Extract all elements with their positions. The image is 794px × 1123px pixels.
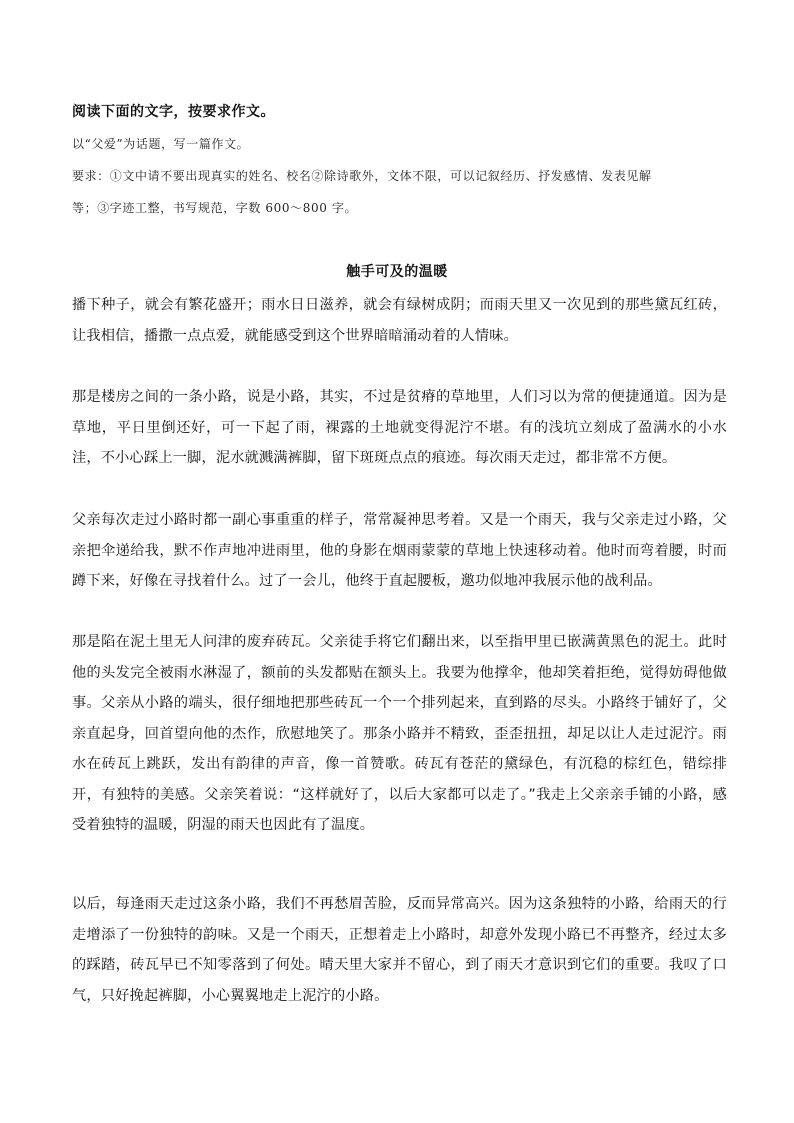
instruction-requirements-line2: 等；③字迹工整，书写规范，字数 600～800 字。 xyxy=(72,201,358,215)
essay-paragraph-3: 父亲每次走过小路时都一副心事重重的样子，常常凝神思考着。又是一个雨天，我与父亲走过小路，父亲把伞递给我，默不作声地冲进雨里，他的身影在烟雨蒙蒙的草地上快速移动着。他时而弯着腰，时而蹲下来，好像在寻找着什么。过了一会儿，他终于直起腰板，邀功似地冲我展示他的战利品。 xyxy=(72,512,727,589)
essay-paragraph-2: 那是楼房之间的一条小路，说是小路，其实，不过是贫瘠的草地里，人们习以为常的便捷通道。因为是草地，平日里倒还好，可一下起了雨，裸露的土地就变得泥泞不堪。有的浅坑立刻成了盈满水的小水洼，不小心踩上一脚，泥水就溅满裤脚，留下斑斑点点的痕迹。每次雨天走过，都非常不方便。 xyxy=(72,389,727,466)
essay-paragraph-5: 以后，每逢雨天走过这条小路，我们不再愁眉苦脸，反而异常高兴。因为这条独特的小路，给雨天的行走增添了一份独特的韵味。又是一个雨天，正想着走上小路时，却意外发现小路已不再整齐，经过太多的踩踏，砖瓦早已不知零落到了何处。晴天里大家并不留心，到了雨天才意识到它们的重要。我叹了口气，只好挽起裤脚，小心翼翼地走上泥泞的小路。 xyxy=(72,896,727,1004)
essay-paragraph-1: 播下种子，就会有繁花盛开；雨水日日滋养，就会有绿树成阴；而雨天里又一次见到的那些黛瓦红砖，让我相信，播撒一点点爱，就能感受到这个世界暗暗涌动着的人情味。 xyxy=(72,297,727,344)
instruction-prompt: 以“父爱”为话题，写一篇作文。 xyxy=(72,137,250,151)
essay-paragraph-4: 那是陷在泥土里无人问津的废弃砖瓦。父亲徒手将它们翻出来，以至指甲里已嵌满黄黑色的泥土。此时他的头发完全被雨水淋湿了，额前的头发都贴在额头上。我要为他撑伞，他却笑着拒绝，觉得妨碍他做事。父亲从小路的端头，很仔细地把那些砖瓦一个一个排列起来，直到路的尽头。小路终于铺好了，父亲直起身，回首望向他的杰作，欣慰地笑了。那条小路并不精致，歪歪扭扭，却足以让人走过泥泞。雨水在砖瓦上跳跃，发出有韵律的声音，像一首赞歌。砖瓦有苍茫的黛绿色，有沉稳的棕红色，错综排开，有独特的美感。父亲笑着说：“这样就好了，以后大家都可以走了。”我走上父亲亲手铺的小路，感受着独特的温暖，阴湿的雨天也因此有了温度。 xyxy=(72,634,727,833)
instruction-heading: 阅读下面的文字，按要求作文。 xyxy=(72,104,275,120)
essay-title: 触手可及的温暖 xyxy=(346,264,448,280)
instruction-requirements-line1: 要求：①文中请不要出现真实的姓名、校名②除诗歌外，文体不限，可以记叙经历、抒发感情、发表见解 xyxy=(72,169,652,183)
